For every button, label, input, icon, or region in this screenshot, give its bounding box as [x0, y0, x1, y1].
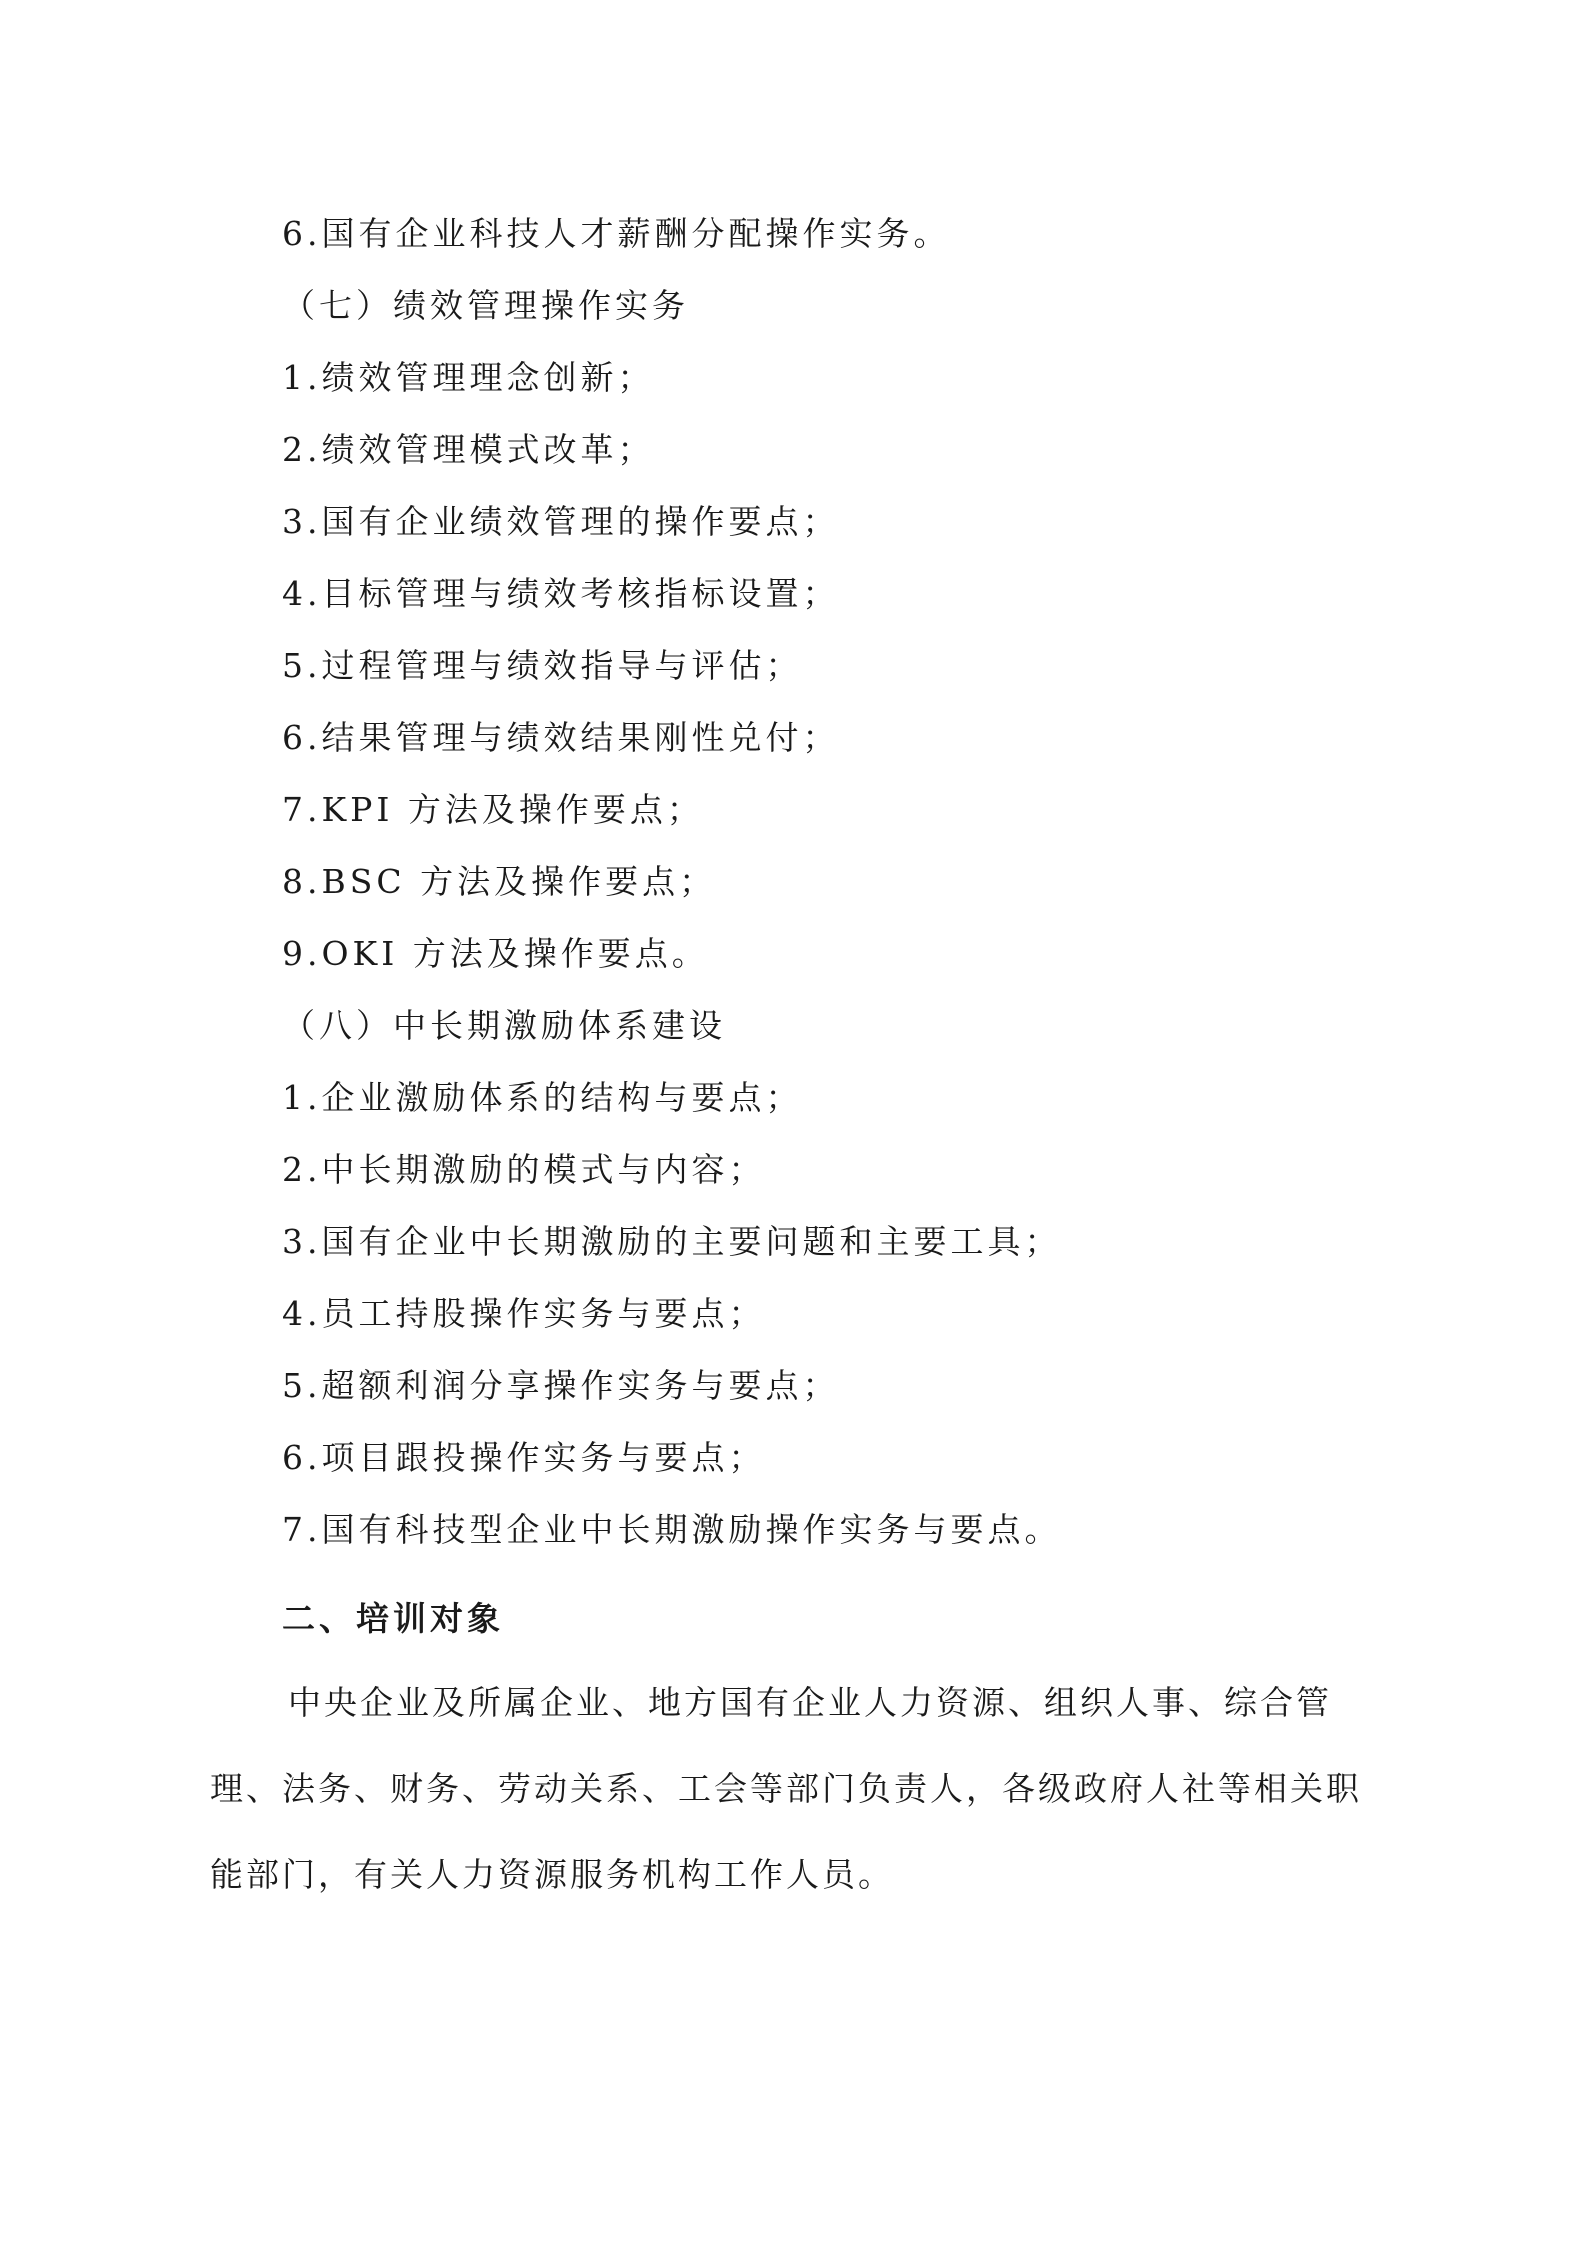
subsection-heading: （七）绩效管理操作实务: [282, 286, 689, 325]
list-item: 6.国有企业科技人才薪酬分配操作实务。: [282, 214, 951, 253]
subsection-heading: （八）中长期激励体系建设: [282, 1006, 726, 1045]
list-item: 9.OKI 方法及操作要点。: [282, 934, 709, 973]
list-item: 5.超额利润分享操作实务与要点；: [282, 1366, 840, 1405]
list-item: 1.绩效管理理念创新；: [282, 358, 655, 397]
list-item: 6.项目跟投操作实务与要点；: [282, 1438, 766, 1477]
list-item: 5.过程管理与绩效指导与评估；: [282, 646, 803, 685]
list-item: 2.绩效管理模式改革；: [282, 430, 655, 469]
list-item: 3.国有企业绩效管理的操作要点；: [282, 502, 840, 541]
body-paragraph: 中央企业及所属企业、地方国有企业人力资源、组织人事、综合管理、法务、财务、劳动关系、工会等部门负责人，各级政府人社等相关职能部门，有关人力资源服务机构工作人员。: [210, 1683, 1362, 1894]
section-heading: 二、培训对象: [282, 1599, 504, 1638]
list-item: 4.员工持股操作实务与要点；: [282, 1294, 766, 1333]
list-item: 4.目标管理与绩效考核指标设置；: [282, 574, 840, 613]
list-item: 7.KPI 方法及操作要点；: [282, 790, 704, 829]
list-item: 6.结果管理与绩效结果刚性兑付；: [282, 718, 840, 757]
list-item: 1.企业激励体系的结构与要点；: [282, 1078, 803, 1117]
list-item: 7.国有科技型企业中长期激励操作实务与要点。: [282, 1510, 1062, 1549]
list-item: 8.BSC 方法及操作要点；: [282, 862, 717, 901]
list-item: 3.国有企业中长期激励的主要问题和主要工具；: [282, 1222, 1062, 1261]
list-item: 2.中长期激励的模式与内容；: [282, 1150, 766, 1189]
